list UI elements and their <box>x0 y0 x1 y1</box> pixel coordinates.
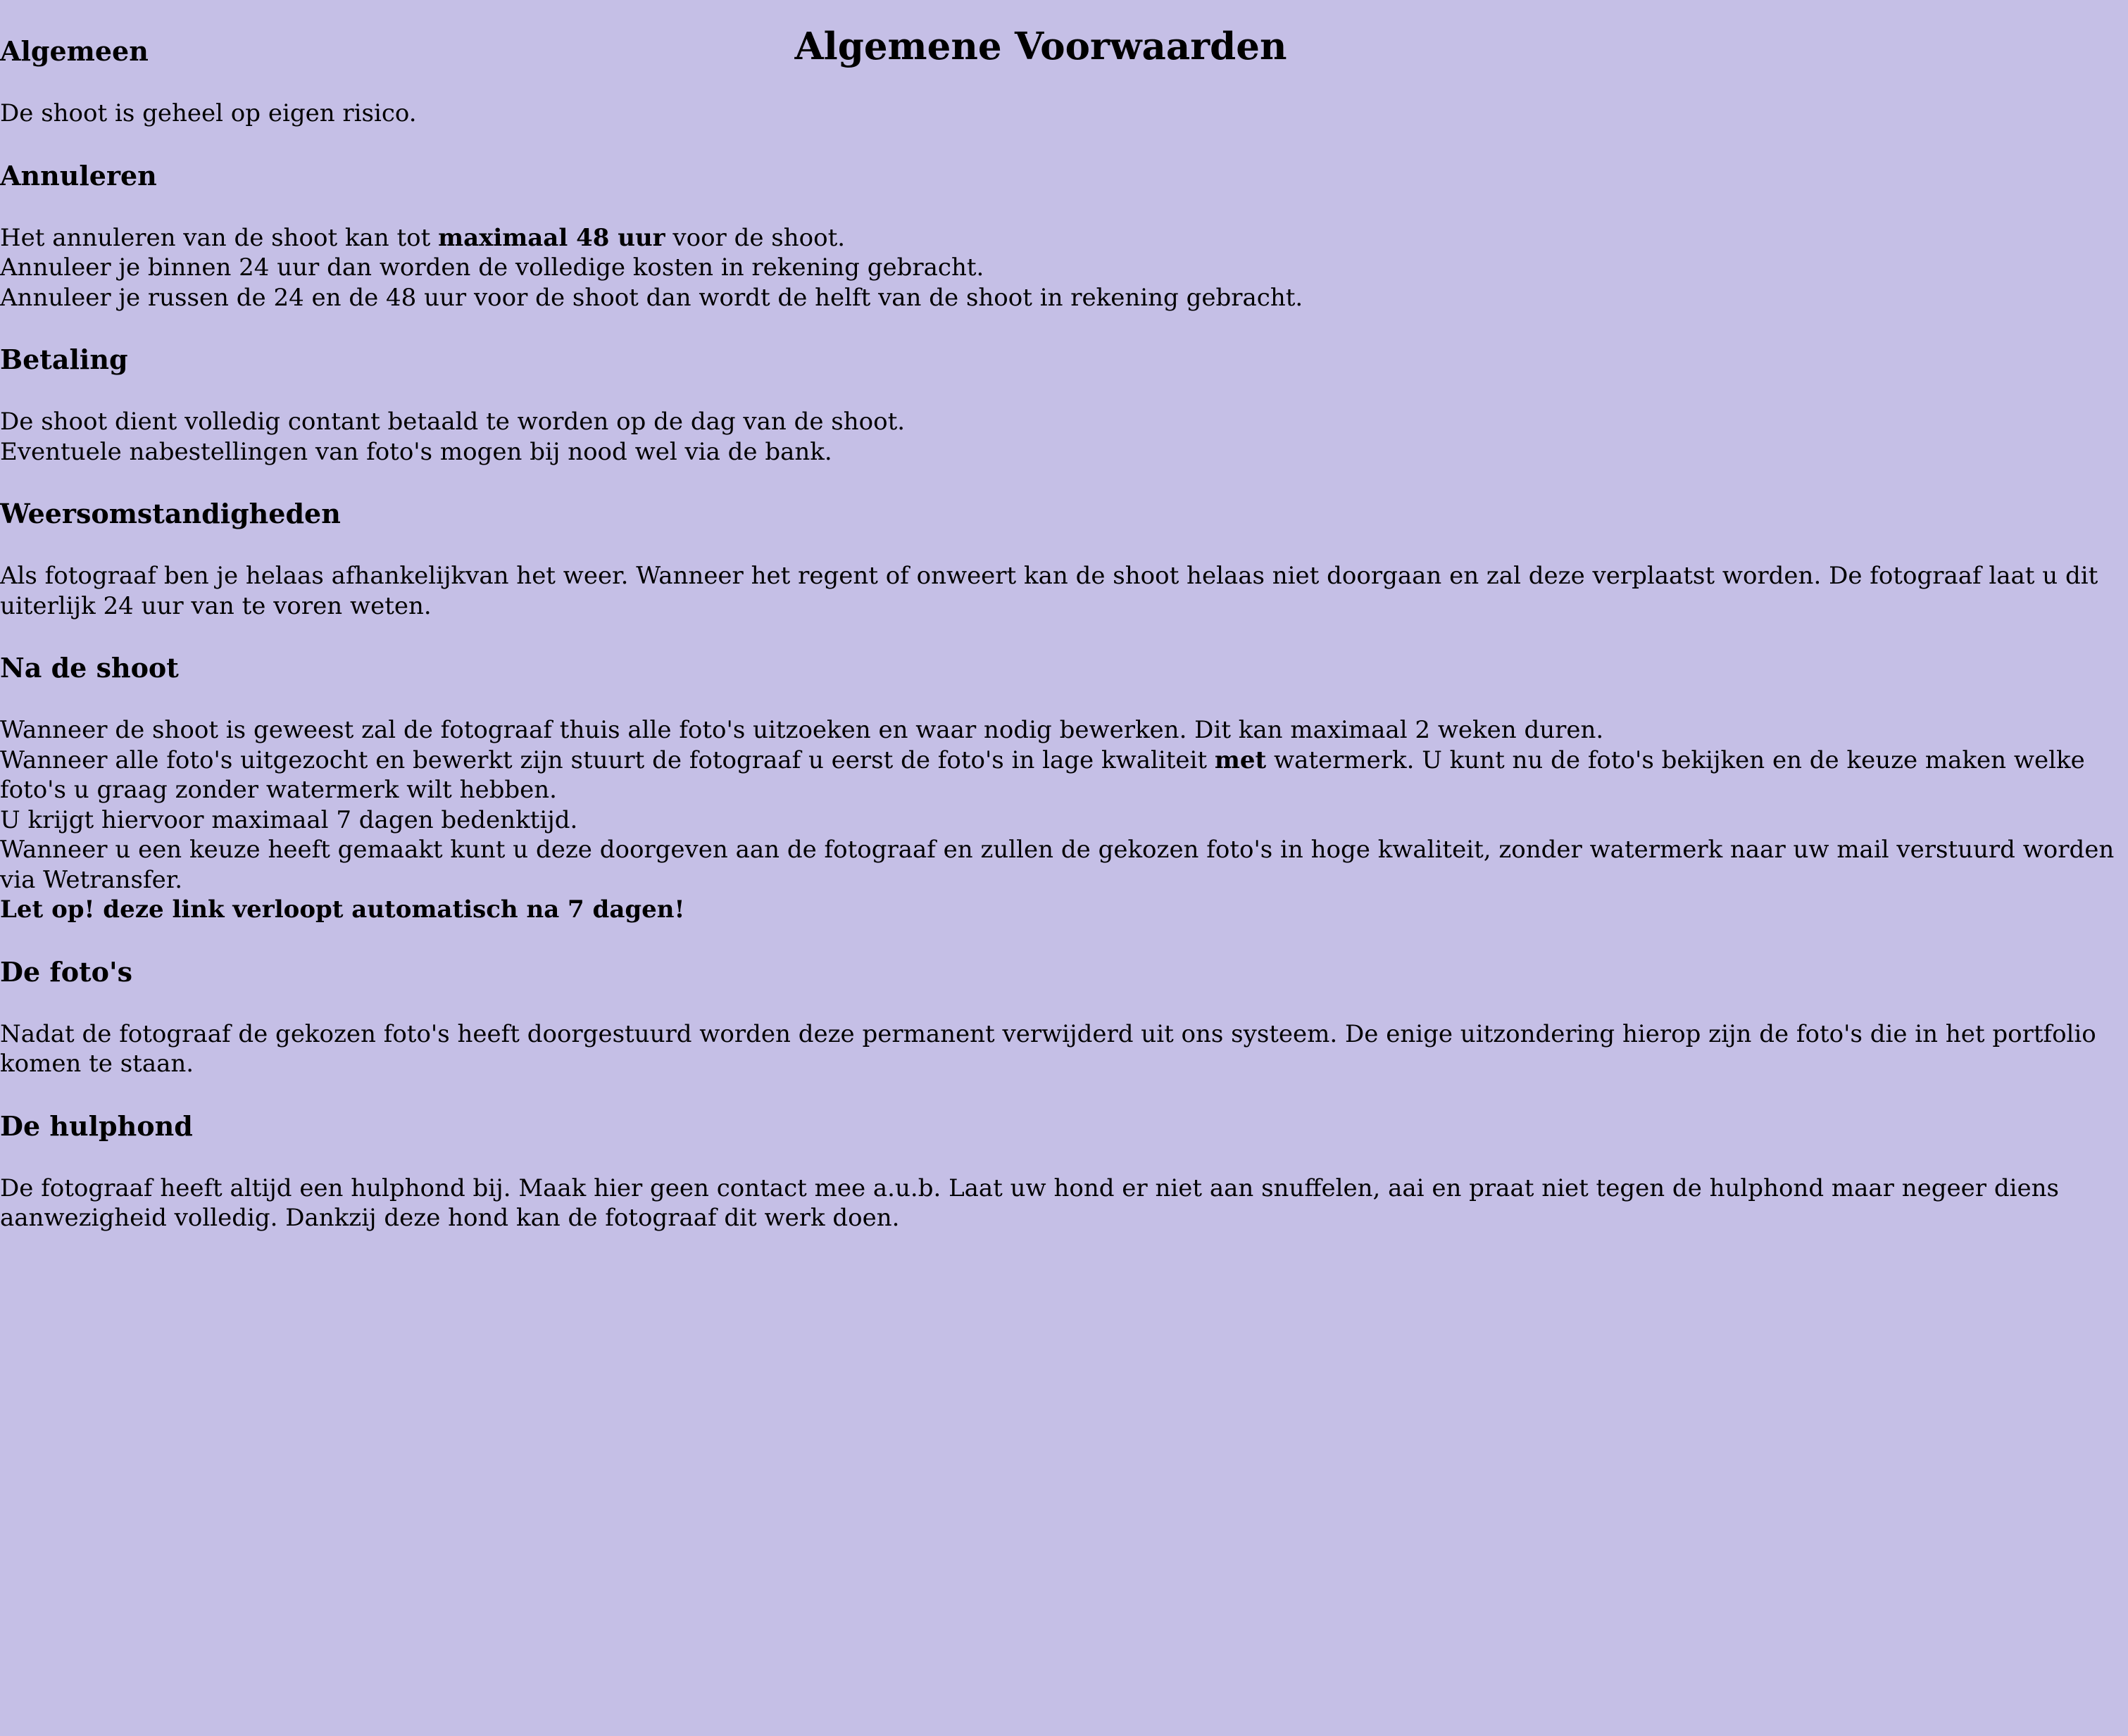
na-de-shoot-line-2-bold: met <box>1214 746 1267 774</box>
heading-de-hulphond: De hulphond <box>0 1109 193 1142</box>
terms-content <box>0 34 2120 1233</box>
heading-de-fotos: De foto's <box>0 955 132 988</box>
hulphond-text: De fotograaf heeft altijd een hulphond bij. Maak hier geen contact mee a.u.b. Laat uw hond er niet aan snuffelen, aai en praat niet tegen de hulphond maar negeer diens aanwezigheid volledig. Dankzij deze hond kan de fotograaf dit werk doen. <box>0 1174 2059 1232</box>
annuleren-line-1-pre: Het annuleren van de shoot kan tot <box>0 223 439 252</box>
heading-betaling: Betaling <box>0 344 128 375</box>
na-de-shoot-line-4: Wanneer u een keuze heeft gemaakt kunt u deze doorgeven aan de fotograaf en zullen de gekozen foto's in hoge kwaliteit, zonder watermerk naar uw mail verstuurd worden via Wetransfer. <box>0 836 2115 894</box>
na-de-shoot-line-2-post: watermerk. U kunt nu de foto's bekijken en de keuze maken welke foto's u graag zonder watermerk wilt hebben. <box>0 746 2085 804</box>
annuleren-line-2: Annuleer je binnen 24 uur dan worden de volledige kosten in rekening gebracht. <box>0 253 984 282</box>
betaling-line-1: De shoot dient volledig contant betaald te worden op de dag van de shoot. <box>0 408 906 436</box>
annuleren-line-1-post: voor de shoot. <box>665 223 846 252</box>
page-title: Algemene Voorwaarden <box>794 25 1287 68</box>
na-de-shoot-warning: Let op! deze link verloopt automatisch na 7 dagen! <box>0 895 685 924</box>
na-de-shoot-line-2 <box>0 746 2120 805</box>
annuleren-line-1-bold: maximaal 48 uur <box>438 223 665 252</box>
heading-na-de-shoot: Na de shoot <box>0 652 179 684</box>
na-de-shoot-line-1: Wanneer de shoot is geweest zal de fotograaf thuis alle foto's uitzoeken en waar nodig bewerken. Dit kan maximaal 2 weken duren. <box>0 716 1604 744</box>
algemeen-text: De shoot is geheel op eigen risico. <box>0 99 417 127</box>
na-de-shoot-line-3: U krijgt hiervoor maximaal 7 dagen bedenktijd. <box>0 805 578 834</box>
heading-algemeen: Algemeen <box>0 35 149 67</box>
annuleren-line-3: Annuleer je russen de 24 en de 48 uur voor de shoot dan wordt de helft van de shoot in rekening gebracht. <box>0 283 1303 312</box>
annuleren-line-1 <box>0 223 2120 253</box>
heading-weersomstandigheden: Weersomstandigheden <box>0 498 341 529</box>
fotos-text: Nadat de fotograaf de gekozen foto's heeft doorgestuurd worden deze permanent verwijderd uit ons systeem. De enige uitzondering hierop zijn de foto's die in het portfolio komen te staan. <box>0 1019 2096 1078</box>
na-de-shoot-line-2-pre: Wanneer alle foto's uitgezocht en bewerkt zijn stuurt de fotograaf u eerst de foto's in lage kwaliteit <box>0 746 1215 774</box>
weer-text: Als fotograaf ben je helaas afhankelijkvan het weer. Wanneer het regent of onweert kan de shoot helaas niet doorgaan en zal deze verplaatst worden. De fotograaf laat u dit uiterlijk 24 uur van te voren weten. <box>0 562 2098 620</box>
betaling-line-2: Eventuele nabestellingen van foto's mogen bij nood wel via de bank. <box>0 437 832 466</box>
heading-annuleren: Annuleren <box>0 159 157 191</box>
